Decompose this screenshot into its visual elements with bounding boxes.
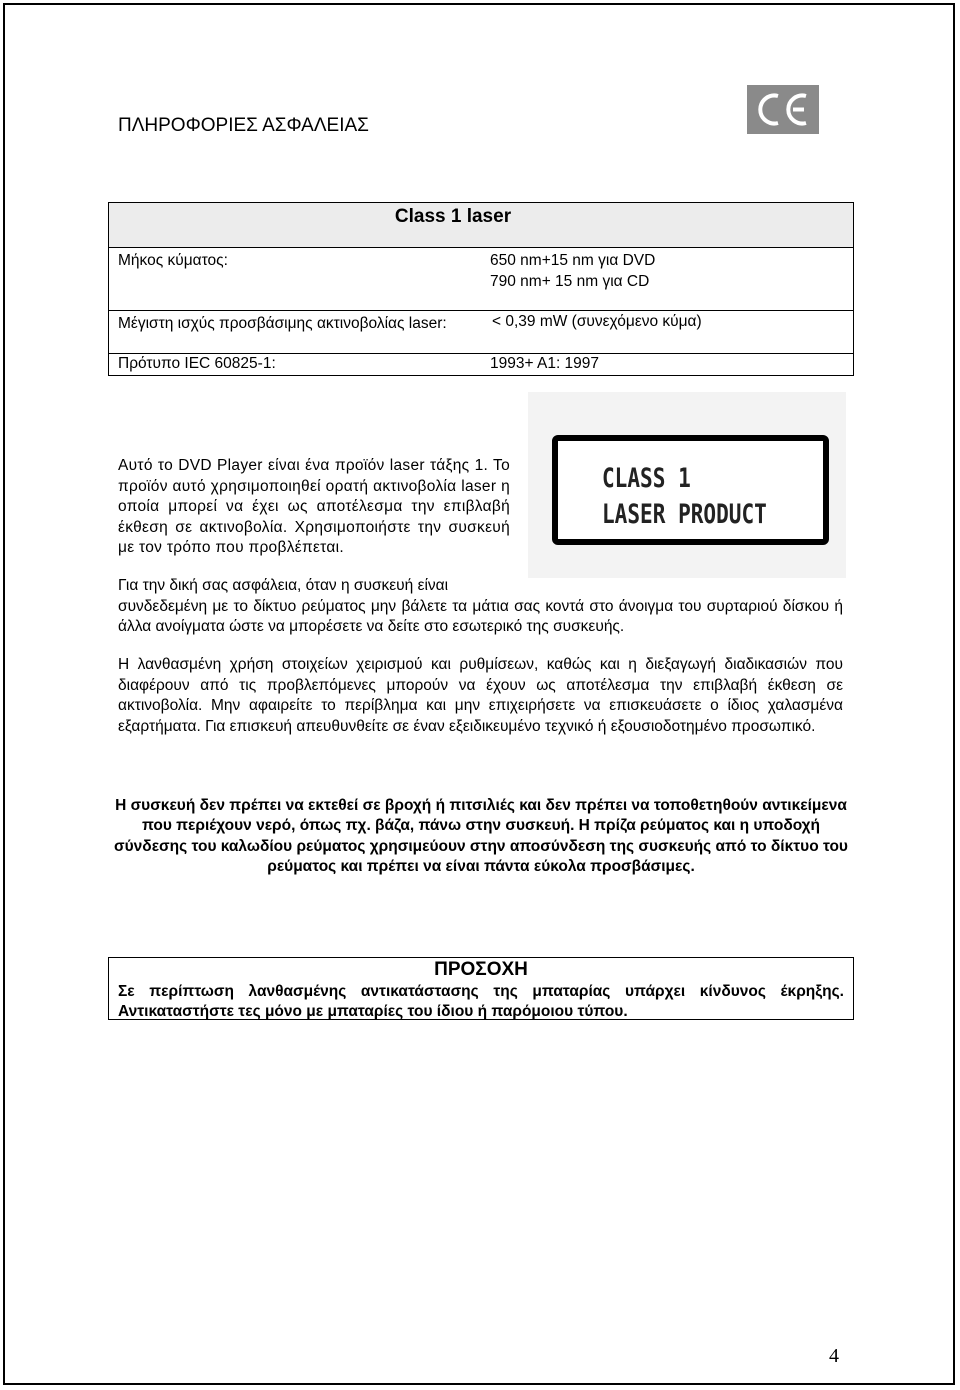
power-value: < 0,39 mW (συνεχόμενο κύμα)	[492, 313, 702, 330]
laser-label-frame	[552, 435, 829, 545]
page-title: ΠΛΗΡΟΦΟΡΙΕΣ ΑΣΦΑΛΕΙΑΣ	[118, 115, 369, 136]
class1-laser-product-label	[528, 392, 846, 578]
safety-paragraph-rest: συνδεδεμένη με το δίκτυο ρεύματος μην βάλετε τα μάτια σας κοντά στο άνοιγμα του συρταριού δίσκου ή άλλα ανοίγματα ώστε να μπορέσετε να δείτε στο εσωτερικό της συσκευής.	[118, 597, 843, 636]
spec-table-header	[109, 203, 853, 248]
caution-box	[108, 957, 854, 1020]
wavelength-dvd: 650 nm+15 nm για DVD	[490, 252, 656, 269]
power-label: Μέγιστη ισχύς προσβάσιμης ακτινοβολίας laser:	[118, 315, 447, 332]
ce-mark-logo	[747, 85, 819, 134]
laser-label-line2: LASER PRODUCT	[602, 499, 767, 530]
safety-paragraph	[118, 576, 843, 638]
wavelength-label: Μήκος κύματος:	[118, 252, 228, 269]
spec-row-power	[109, 311, 853, 354]
spec-header-text: Class 1 laser	[394, 206, 512, 227]
caution-title: ΠΡΟΣΟΧΗ	[434, 959, 528, 980]
wavelength-cd: 790 nm+ 15 nm για CD	[490, 273, 650, 290]
safety-paragraph-start: Για την δική σας ασφάλεια, όταν η συσκευή είναι	[118, 577, 449, 594]
spec-row-wavelength	[109, 248, 853, 311]
ce-mark-icon	[747, 85, 819, 134]
standard-label: Πρότυπο IEC 60825-1:	[118, 355, 276, 372]
page-number: 4	[829, 1345, 839, 1367]
caution-text: Σε περίπτωση λανθασμένης αντικατάστασης της μπαταρίας υπάρχει κίνδυνος έκρηξης. Αντικαταστήστε τες μόνο με μπαταρίες του ίδιου ή παρόμοιου τύπου.	[118, 983, 844, 1020]
laser-spec-table	[108, 202, 854, 376]
laser-label-line1: CLASS 1	[602, 463, 691, 494]
spec-row-standard	[109, 354, 853, 375]
intro-paragraph: Αυτό το DVD Player είναι ένα προϊόν laser τάξης 1. Το προϊόν αυτό χρησιμοποιηθεί ορατή ακτινοβολία laser η οποία μπορεί να έχει ως αποτέλεσμα την επιβλαβή έκθεση σε ακτινοβολία. Χρησιμοποιήστε την συσκευή με τον τρόπο που προβλέπεται.	[118, 457, 510, 557]
wavelength-value	[490, 250, 655, 292]
standard-value: 1993+ A1: 1997	[490, 355, 600, 372]
misuse-paragraph: Η λανθασμένη χρήση στοιχείων χειρισμού και ρυθμίσεων, καθώς και η διεξαγωγή διαδικασιών που διαφέρουν από τις προβλεπόμενες μπορούν να έχουν ως αποτέλεσμα την επιβλαβή έκθεση σε ακτινοβολία. Μην αφαιρείτε το περίβλημα και μην επιχειρήσετε να επισκευάσετε ο ίδιος χαλασμένα εξαρτήματα. Για επισκευή απευθυνθείτε σε έναν εξειδικευμένο τεχνικό ή εξουσιοδοτημένο προσωπικό.	[118, 656, 843, 735]
water-power-warning: Η συσκευή δεν πρέπει να εκτεθεί σε βροχή ή πιτσιλιές και δεν πρέπει να τοποθετηθούν αντικείμενα που περιέχουν νερό, όπως πχ. βάζα, πάνω στην συσκευή. Η πρίζα ρεύματος και η υποδοχή σύνδεσης του καλωδίου ρεύματος χρησιμεύουν στην αποσύνδεση της συσκευής από το δίκτυο του ρεύματος και πρέπει να είναι πάντα εύκολα προσβάσιμες.	[114, 797, 848, 876]
